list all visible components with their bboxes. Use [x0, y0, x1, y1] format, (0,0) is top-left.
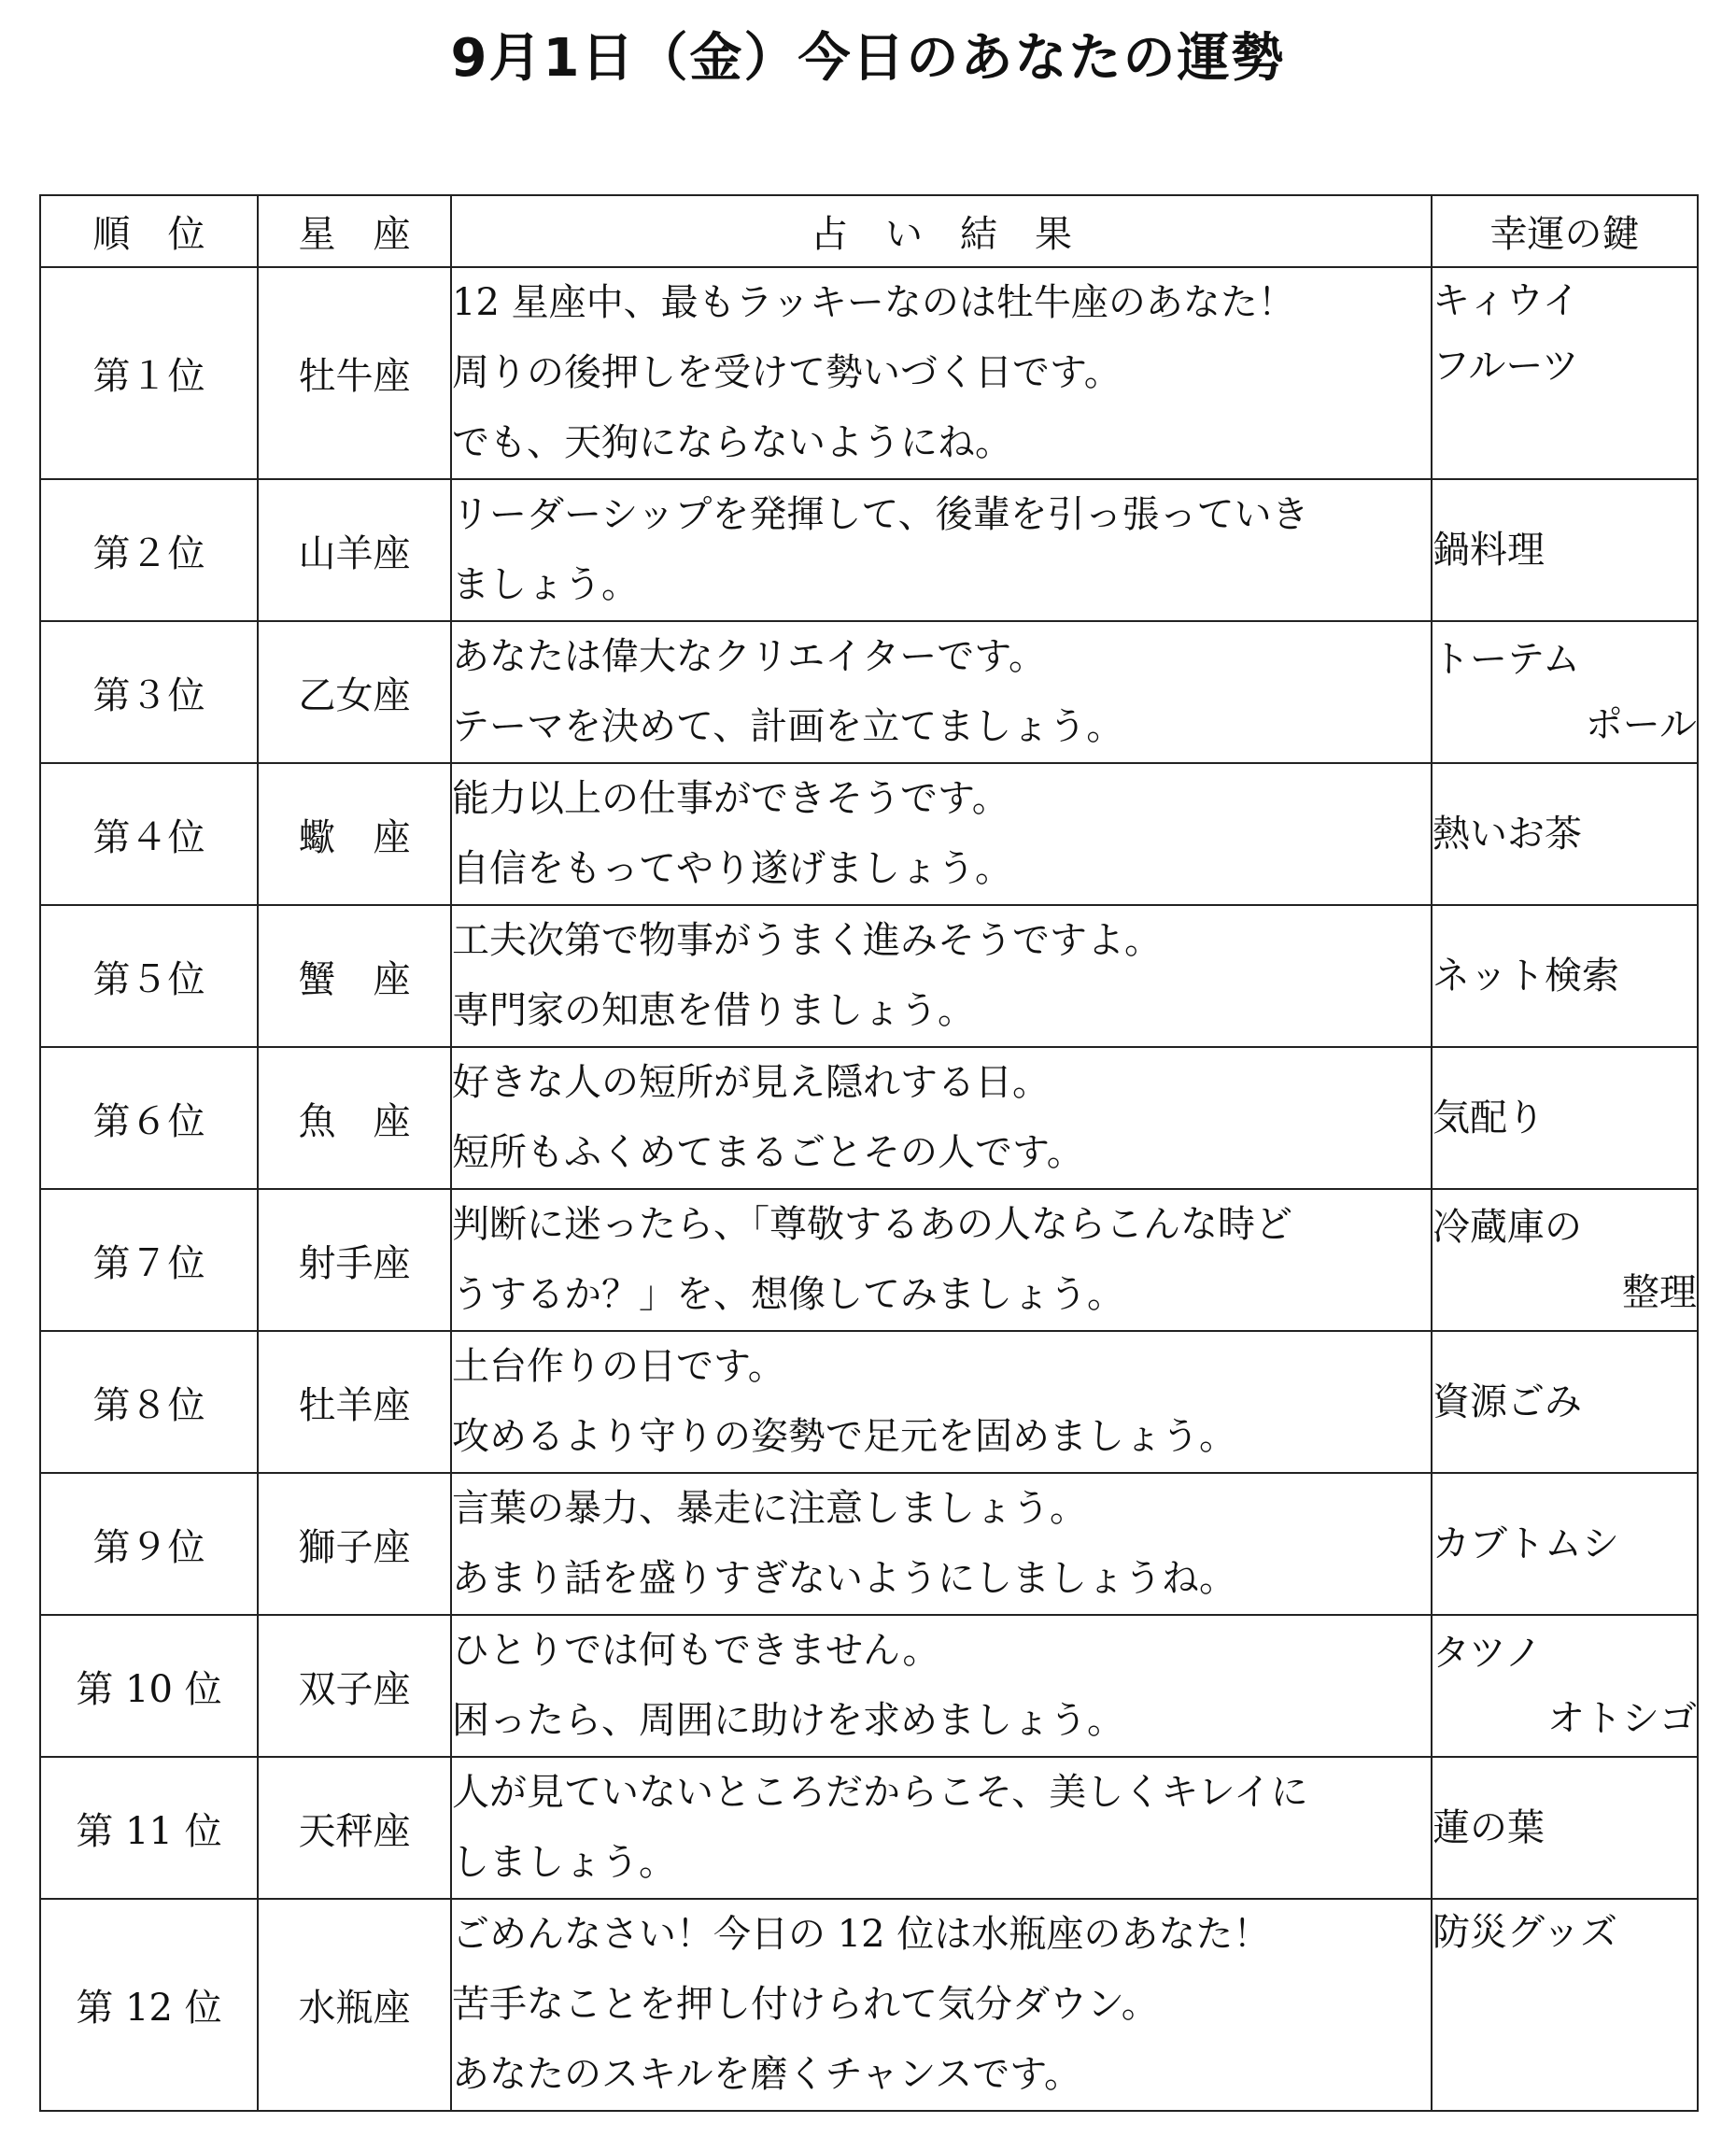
- lucky-key-cell: [1432, 621, 1698, 763]
- result-line: あまり話を盛りすぎないようにしましょうね。: [452, 1557, 1236, 1600]
- rank-cell: 第 12 位: [40, 1899, 258, 2111]
- result-line: 専門家の知恵を借りましょう。: [452, 989, 975, 1032]
- result-cell: [451, 1047, 1432, 1189]
- header-result: 占 い 結 果: [451, 195, 1432, 267]
- lucky-key-line: 整理: [1622, 1271, 1697, 1314]
- fortune-table: [39, 194, 1699, 2112]
- result-line: 困ったら、周囲に助けを求めましょう。: [452, 1699, 1124, 1742]
- lucky-key-line: 熱いお茶: [1433, 813, 1582, 856]
- result-line: 苦手なことを押し付けられて気分ダウン。: [452, 1983, 1159, 2026]
- result-line: 好きな人の短所が見え隠れする日。: [452, 1061, 1050, 1104]
- lucky-key-line: カブトムシ: [1433, 1522, 1619, 1565]
- rank-cell: 第３位: [40, 621, 258, 763]
- header-sign: 星 座: [258, 195, 451, 267]
- table-header-row: [40, 195, 1698, 267]
- sign-cell: 水瓶座: [258, 1899, 451, 2111]
- result-cell: [451, 1757, 1432, 1899]
- lucky-key-line: 鍋料理: [1433, 529, 1545, 572]
- result-line: 人が見ていないところだからこそ、美しくキレイに: [452, 1771, 1308, 1814]
- lucky-key-cell: [1432, 1189, 1698, 1331]
- rank-cell: 第５位: [40, 905, 258, 1047]
- lucky-key-cell: [1432, 1473, 1698, 1615]
- result-line: ひとりでは何もできません。: [452, 1629, 940, 1672]
- lucky-key-line: ネット検索: [1433, 955, 1619, 998]
- sign-cell: 蠍 座: [258, 763, 451, 905]
- table-row: [40, 1899, 1698, 2111]
- table-row: [40, 1473, 1698, 1615]
- lucky-key-cell: [1432, 1757, 1698, 1899]
- lucky-key-line: フルーツ: [1433, 345, 1579, 388]
- result-cell: [451, 1331, 1432, 1473]
- header-rank: 順 位: [40, 195, 258, 267]
- lucky-key-line: オトシゴ: [1547, 1697, 1697, 1740]
- lucky-key-line: ポール: [1585, 703, 1697, 746]
- rank-cell: 第 11 位: [40, 1757, 258, 1899]
- result-line: 周りの後押しを受けて勢いづく日です。: [452, 351, 1122, 394]
- result-line: 土台作りの日です。: [452, 1345, 785, 1388]
- result-line: 12 星座中、最もラッキーなのは牡牛座のあなた！: [452, 281, 1295, 324]
- lucky-key-line: 蓮の葉: [1433, 1806, 1545, 1849]
- result-line: うするか？」を、想像してみましょう。: [452, 1273, 1124, 1316]
- result-line: でも、天狗にならないようにね。: [452, 421, 1012, 464]
- lucky-key-cell: [1432, 763, 1698, 905]
- result-cell: [451, 1899, 1432, 2111]
- result-line: あなたのスキルを磨くチャンスです。: [452, 2053, 1081, 2096]
- result-line: 短所もふくめてまるごとその人です。: [452, 1131, 1084, 1174]
- table-row: [40, 1047, 1698, 1189]
- lucky-key-cell: [1432, 1331, 1698, 1473]
- lucky-key-cell: [1432, 1047, 1698, 1189]
- result-line: しましょう。: [452, 1841, 676, 1884]
- rank-cell: 第９位: [40, 1473, 258, 1615]
- lucky-key-line: 気配り: [1433, 1097, 1545, 1139]
- table-row: [40, 1615, 1698, 1757]
- lucky-key-line: 資源ごみ: [1433, 1380, 1582, 1423]
- sign-cell: 蟹 座: [258, 905, 451, 1047]
- lucky-key-cell: [1432, 479, 1698, 621]
- result-line: 言葉の暴力、暴走に注意しましょう。: [452, 1487, 1087, 1530]
- sign-cell: 魚 座: [258, 1047, 451, 1189]
- rank-cell: 第４位: [40, 763, 258, 905]
- table-row: [40, 905, 1698, 1047]
- result-cell: [451, 621, 1432, 763]
- sign-cell: 射手座: [258, 1189, 451, 1331]
- table-row: [40, 1189, 1698, 1331]
- table-row: [40, 1331, 1698, 1473]
- rank-cell: 第７位: [40, 1189, 258, 1331]
- rank-cell: 第８位: [40, 1331, 258, 1473]
- table-row: [40, 763, 1698, 905]
- result-line: 判断に迷ったら、「尊敬するあの人ならこんな時ど: [452, 1203, 1292, 1246]
- lucky-key-line: トーテム: [1433, 638, 1580, 681]
- result-line: 攻めるより守りの姿勢で足元を固めましょう。: [452, 1415, 1236, 1458]
- result-cell: [451, 1189, 1432, 1331]
- sign-cell: 牡羊座: [258, 1331, 451, 1473]
- rank-cell: 第２位: [40, 479, 258, 621]
- rank-cell: 第６位: [40, 1047, 258, 1189]
- table-row: [40, 267, 1698, 479]
- result-line: 工夫次第で物事がうまく進みそうですよ。: [452, 919, 1162, 962]
- result-cell: [451, 267, 1432, 479]
- result-line: リーダーシップを発揮して、後輩を引っ張っていき: [452, 493, 1309, 536]
- result-line: テーマを決めて、計画を立てましょう。: [452, 705, 1124, 748]
- sign-cell: 牡牛座: [258, 267, 451, 479]
- table-row: [40, 479, 1698, 621]
- result-line: ごめんなさい！今日の 12 位は水瓶座のあなた！: [452, 1913, 1271, 1956]
- rank-cell: 第１位: [40, 267, 258, 479]
- lucky-key-line: タツノ: [1433, 1632, 1543, 1675]
- table-row: [40, 1757, 1698, 1899]
- lucky-key-cell: [1432, 1615, 1698, 1757]
- result-line: 能力以上の仕事ができそうです。: [452, 777, 1009, 820]
- sign-cell: 獅子座: [258, 1473, 451, 1615]
- lucky-key-cell: [1432, 905, 1698, 1047]
- result-cell: [451, 905, 1432, 1047]
- header-key: 幸運の鍵: [1432, 195, 1698, 267]
- sign-cell: 天秤座: [258, 1757, 451, 1899]
- rank-cell: 第 10 位: [40, 1615, 258, 1757]
- result-cell: [451, 479, 1432, 621]
- table-row: [40, 621, 1698, 763]
- lucky-key-line: キィウイ: [1433, 279, 1580, 322]
- lucky-key-line: 防災グッズ: [1433, 1911, 1617, 1954]
- sign-cell: 双子座: [258, 1615, 451, 1757]
- page-title: 9月1日（金）今日のあなたの運勢: [450, 28, 1286, 89]
- result-line: 自信をもってやり遂げましょう。: [452, 847, 1012, 890]
- lucky-key-cell: [1432, 267, 1698, 479]
- result-cell: [451, 763, 1432, 905]
- lucky-key-cell: [1432, 1899, 1698, 2111]
- lucky-key-line: 冷蔵庫の: [1433, 1206, 1582, 1249]
- sign-cell: 乙女座: [258, 621, 451, 763]
- result-cell: [451, 1473, 1432, 1615]
- sign-cell: 山羊座: [258, 479, 451, 621]
- result-line: ましょう。: [452, 563, 639, 606]
- result-cell: [451, 1615, 1432, 1757]
- result-line: あなたは偉大なクリエイターです。: [452, 635, 1046, 678]
